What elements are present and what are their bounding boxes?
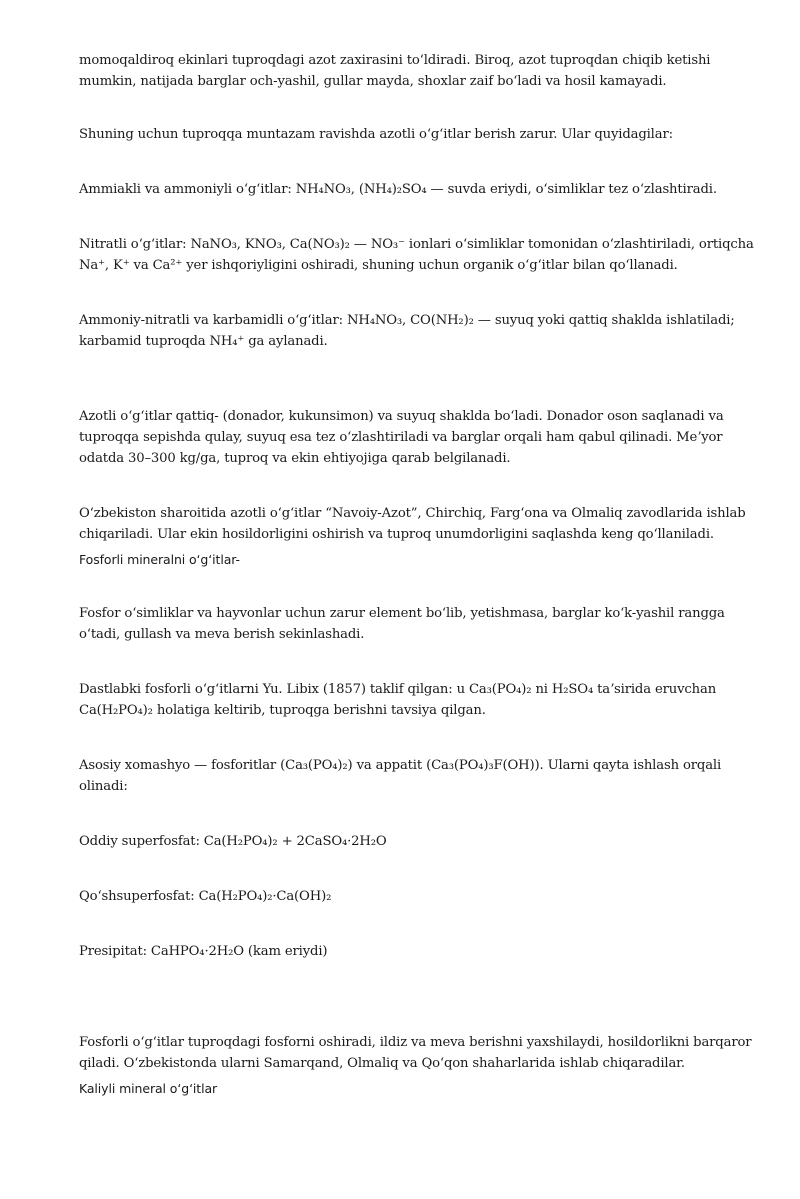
paragraph-uzbek-production: Oʻzbekiston sharoitida azotli oʻgʻitlar “Navoiy-Azot”, Chirchiq, Fargʻona va Olmaliq zavodlarida ishlab chiqariladi. Ular ekin hosildorligini oshirish va tuproq unumdorligini saqlashda keng qoʻllaniladi. bbox=[79, 506, 746, 542]
paragraph-urea-fertilizers: Ammoniy-nitratli va karbamidli oʻgʻitlar: NH₄NO₃, CO(NH₂)₂ — suyuq yoki qattiq shaklda ishlatiladi; karbamid tuproqda NH₄⁺ ga aylanadi. bbox=[79, 313, 735, 349]
paragraph-libix: Dastlabki fosforli oʻgʻitlarni Yu. Libix (1857) taklif qilgan: u Ca₃(PO₄)₂ ni H₂SO₄ taʼsirida eruvchan Ca(H₂PO₄)₂ holatiga keltirib, tuproqga berishni tavsiya qilgan. bbox=[79, 682, 717, 718]
heading-phosphorus-fertilizers: Fosforli mineralni o‘g‘itlar- bbox=[79, 552, 240, 567]
paragraph-azot-need: Shuning uchun tuproqqa muntazam ravishda azotli oʻgʻitlar berish zarur. Ular quyidagilar: bbox=[79, 127, 673, 142]
paragraph-double-superphosphate: Qoʻshsuperfosfat: Ca(H₂PO₄)₂·Ca(OH)₂ bbox=[79, 889, 332, 904]
heading-potassium-fertilizers: Kaliyli mineral o‘g‘itlar bbox=[79, 1081, 218, 1096]
paragraph-phosphorus-role: Fosfor oʻsimliklar va hayvonlar uchun zarur element boʻlib, yetishmasa, barglar koʻk-yashil rangga oʻtadi, gullash va meva berish sekinlashadi. bbox=[79, 606, 725, 642]
paragraph-ammonium-fertilizers: Ammiakli va ammoniyli oʻgʻitlar: NH₄NO₃, (NH₄)₂SO₄ — suvda eriydi, oʻsimliklar tez oʻzlashtiradi. bbox=[79, 182, 717, 197]
paragraph-azot-depletion: momoqaldiroq ekinlari tuproqdagi azot zaxirasini toʻldiradi. Biroq, azot tuproqdan chiqib ketishi mumkin, natijada barglar och-yashil, gullar mayda, shoxlar zaif boʻladi va hosil kamayadi. bbox=[79, 53, 711, 89]
paragraph-nitrate-fertilizers: Nitratli oʻgʻitlar: NaNO₃, KNO₃, Ca(NO₃)₂ — NO₃⁻ ionlari oʻsimliklar tomonidan oʻzlashtiriladi, ortiqcha Na⁺, K⁺ va Ca²⁺ yer ishqoriyligini oshiradi, shuning uchun organik oʻgʻitlar bilan qoʻllanadi. bbox=[79, 237, 754, 273]
document-page bbox=[79, 50, 763, 1098]
paragraph-precipitate: Presipitat: CaHPO₄·2H₂O (kam eriydi) bbox=[79, 944, 328, 959]
paragraph-fertilizer-forms: Azotli oʻgʻitlar qattiq- (donador, kukunsimon) va suyuq shaklda boʻladi. Donador oson saqlanadi va tuproqqa sepishda qulay, suyuq esa tez oʻzlashtiriladi va barglar orqali ham qabul qilinadi. Meʼyor odatda 30–300 kg/ga, tuproq va ekin ehtiyojiga qarab belgilanadi. bbox=[79, 409, 724, 466]
paragraph-phosphorus-benefits: Fosforli oʻgʻitlar tuproqdagi fosforni oshiradi, ildiz va meva berishni yaxshilaydi, hosildorlikni barqaror qiladi. Oʻzbekistonda ularni Samarqand, Olmaliq va Qoʻqon shaharlarida ishlab chiqaradilar. bbox=[79, 1035, 752, 1071]
paragraph-superphosphate: Oddiy superfosfat: Ca(H₂PO₄)₂ + 2CaSO₄·2H₂O bbox=[79, 834, 387, 849]
paragraph-raw-materials: Asosiy xomashyo — fosforitlar (Ca₃(PO₄)₂) va appatit (Ca₃(PO₄)₃F(OH)). Ularni qayta ishlash orqali olinadi: bbox=[79, 758, 722, 794]
